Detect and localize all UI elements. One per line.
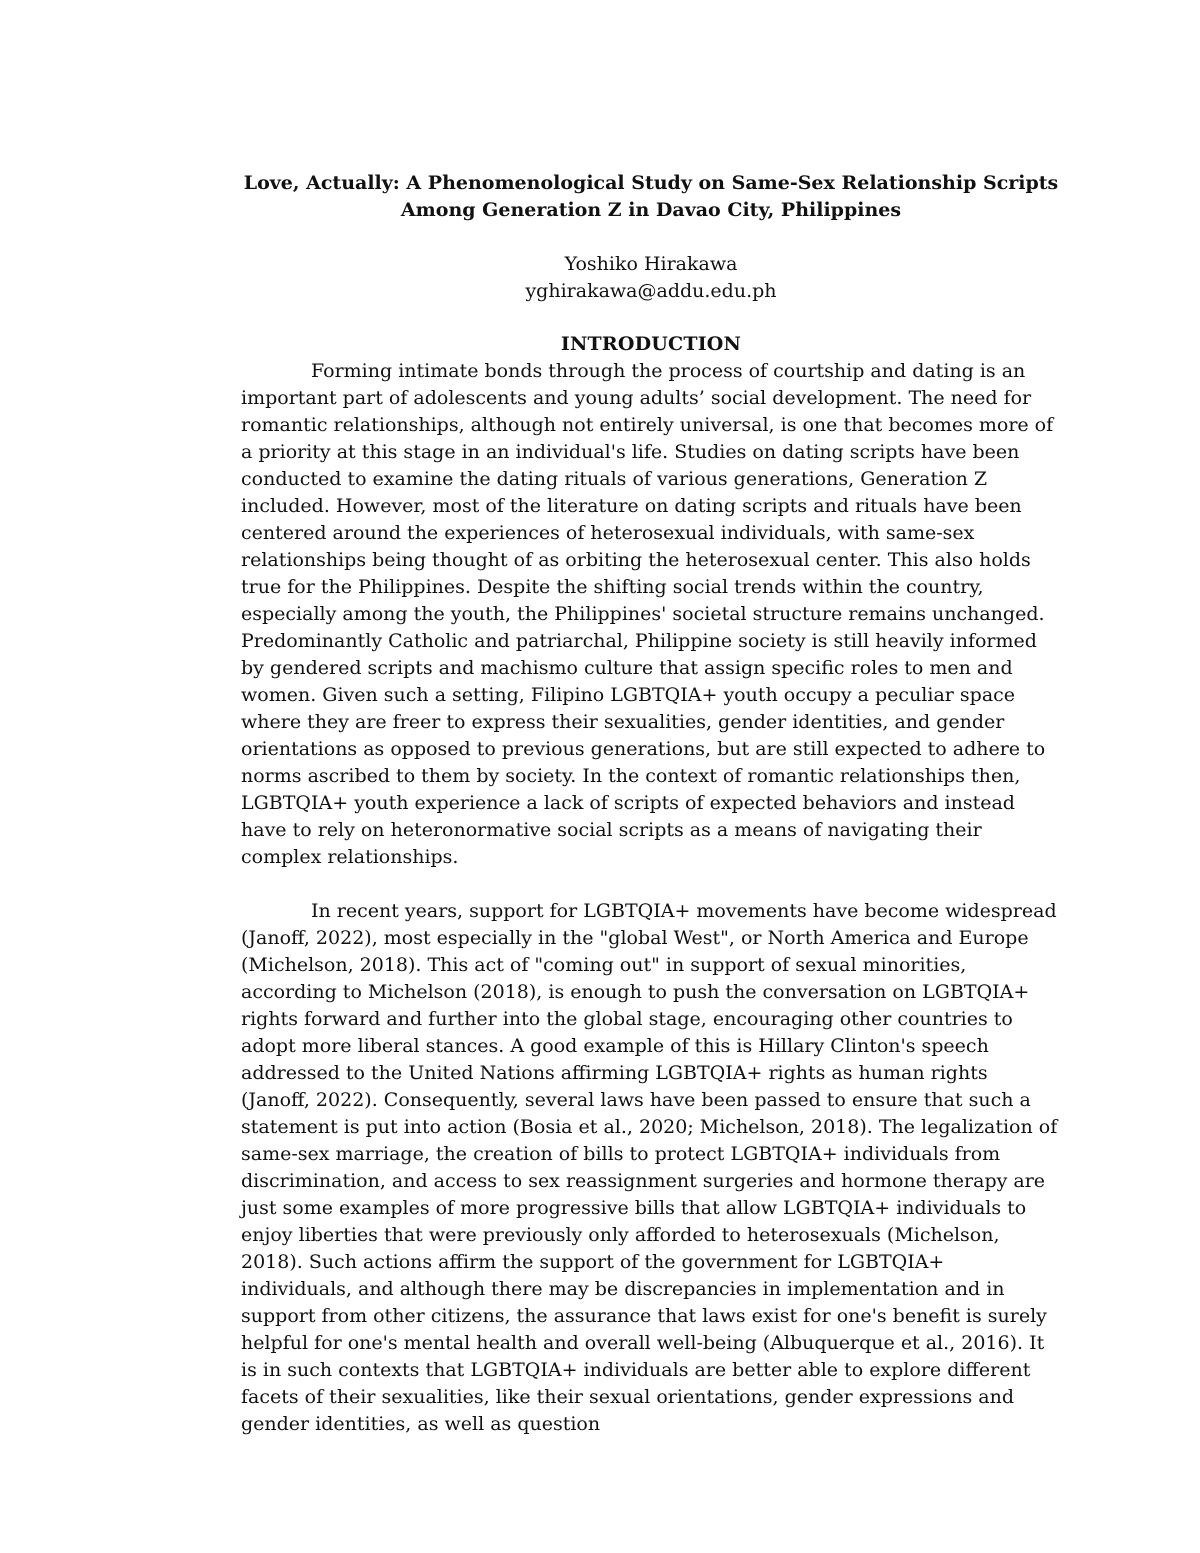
paragraph-1: Forming intimate bonds through the process of courtship and dating is an important part of adolescents and young adults’ social development. The need for romantic relationships, although not entirely universal, is one that becomes more of a priority at this stage in an individual's life. Studies on dating scripts have been conducted to examine the dating rituals of various generations, Generation Z included. However, most of the literature on dating scripts and rituals have been centered around the experiences of heterosexual individuals, with same-sex relationships being thought of as orbiting the heterosexual center. This also holds true for the Philippines. Despite the shifting social trends within the country, especially among the youth, the Philippines' societal structure remains unchanged. Predominantly Catholic and patriarchal, Philippine society is still heavily informed by gendered scripts and machismo culture that assign specific roles to men and women. Given such a setting, Filipino LGBTQIA+ youth occupy a peculiar space where they are freer to express their sexualities, gender identities, and gender orientations as opposed to previous generations, but are still expected to adhere to norms ascribed to them by society. In the context of romantic relationships then, LGBTQIA+ youth experience a lack of scripts of expected behaviors and instead have to rely on heteronormative social scripts as a means of navigating their complex relationships. xyxy=(241,360,1054,868)
title-line-1: Love, Actually: A Phenomenological Study on Same-Sex Relationship Scripts xyxy=(243,172,1059,194)
paper-title xyxy=(241,170,1061,224)
title-line-2: Among Generation Z in Davao City, Philippines xyxy=(400,199,902,221)
body-text xyxy=(241,358,1061,1438)
paper-page xyxy=(241,170,1061,1438)
paragraph-2: In recent years, support for LGBTQIA+ movements have become widespread (Janoff, 2022), most especially in the "global West", or North America and Europe (Michelson, 2018). This act of "coming out" in support of sexual minorities, according to Michelson (2018), is enough to push the conversation on LGBTQIA+ rights forward and further into the global stage, encouraging other countries to adopt more liberal stances. A good example of this is Hillary Clinton's speech addressed to the United Nations affirming LGBTQIA+ rights as human rights (Janoff, 2022). Consequently, several laws have been passed to ensure that such a statement is put into action (Bosia et al., 2020; Michelson, 2018). The legalization of same-sex marriage, the creation of bills to protect LGBTQIA+ individuals from discrimination, and access to sex reassignment surgeries and hormone therapy are just some examples of more progressive bills that allow LGBTQIA+ individuals to enjoy liberties that were previously only afforded to heterosexuals (Michelson, 2018). Such actions affirm the support of the government for LGBTQIA+ individuals, and although there may be discrepancies in implementation and in support from other citizens, the assurance that laws exist for one's benefit is surely helpful for one's mental health and overall well-being (Albuquerque et al., 2016). It is in such contexts that LGBTQIA+ individuals are better able to explore different facets of their sexualities, like their sexual orientations, gender expressions and gender identities, as well as question xyxy=(241,900,1058,1435)
author-name: Yoshiko Hirakawa xyxy=(564,253,738,275)
author-block xyxy=(241,251,1061,305)
section-heading-introduction: INTRODUCTION xyxy=(560,333,742,355)
author-email: yghirakawa@addu.edu.ph xyxy=(525,280,777,302)
